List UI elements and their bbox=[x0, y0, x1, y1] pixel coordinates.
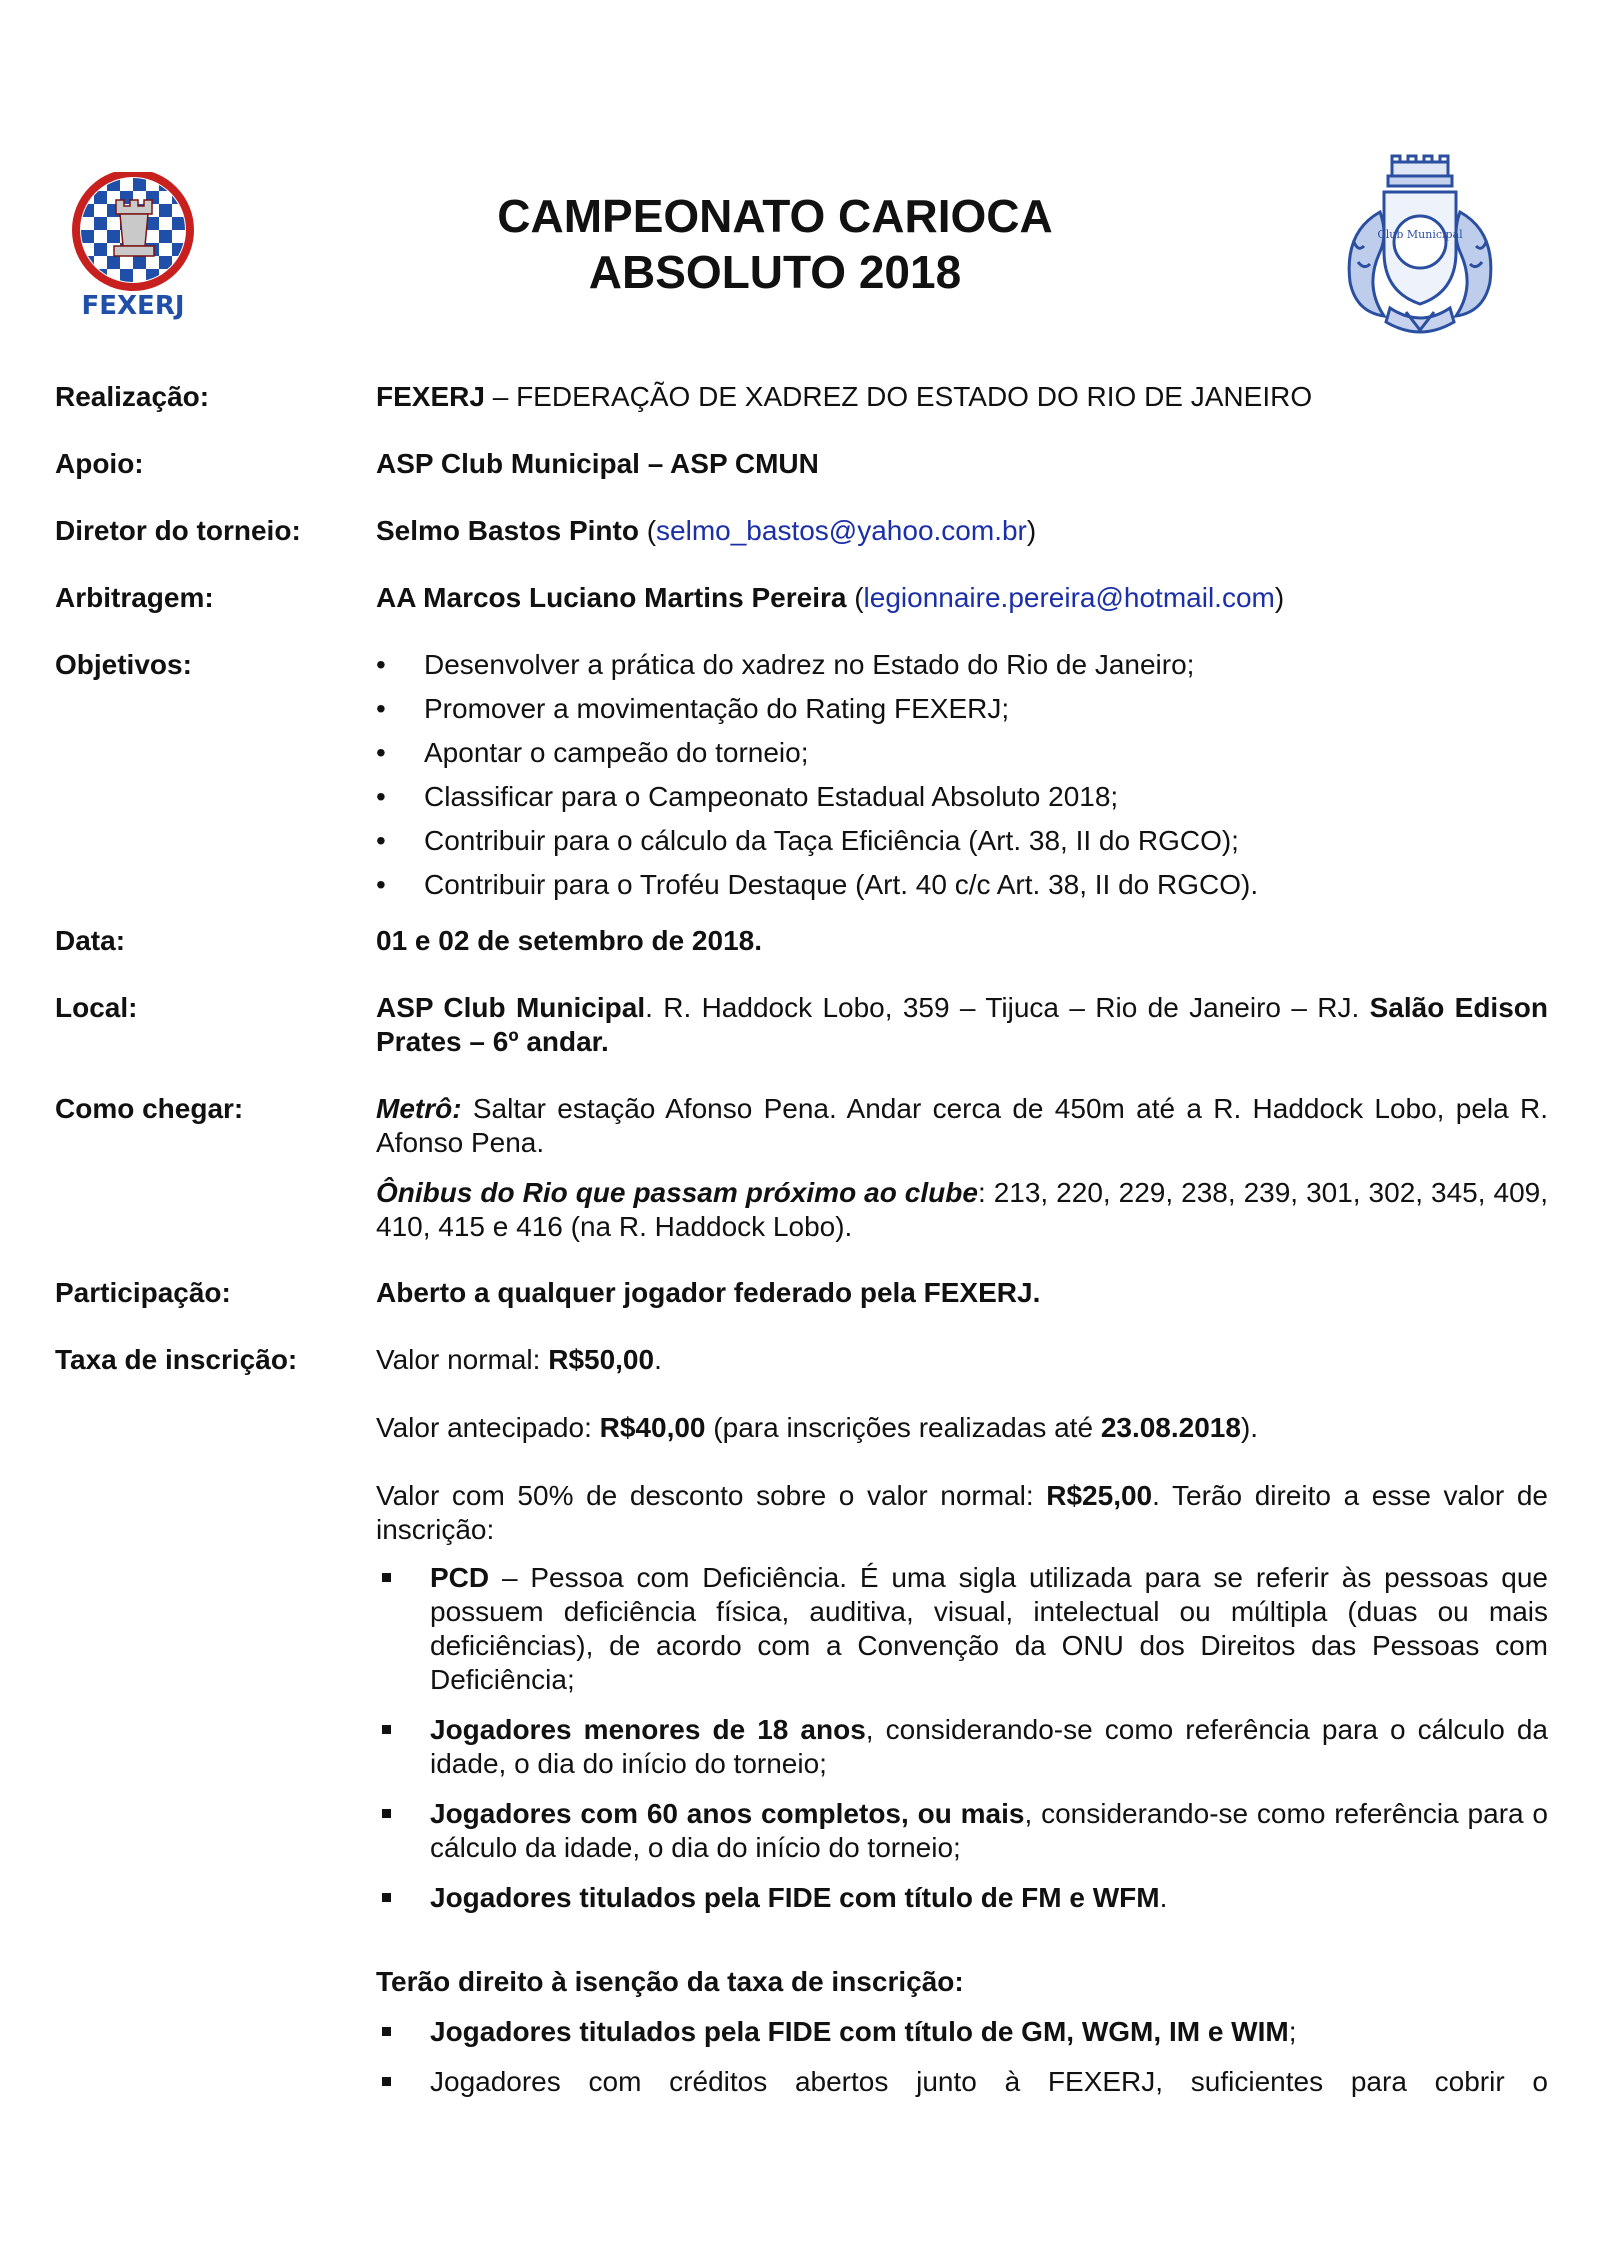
list-item-bold: Jogadores menores de 18 anos bbox=[430, 1714, 866, 1745]
value-data: 01 e 02 de setembro de 2018. bbox=[376, 925, 762, 956]
list-item-text: Promover a movimentação do Rating FEXERJ; bbox=[424, 693, 1010, 724]
square-bullet-icon bbox=[382, 1809, 391, 1818]
square-bullet-icon bbox=[382, 1893, 391, 1902]
list-item bbox=[376, 692, 1548, 736]
arbitro-email-link[interactable]: legionnaire.pereira@hotmail.com bbox=[863, 582, 1275, 613]
metro-label: Metrô: bbox=[376, 1093, 462, 1124]
value-arbitragem bbox=[376, 581, 1548, 615]
list-item-text: , considerando-se como referência para o cálculo da idade, o dia do início do torneio; bbox=[430, 1798, 1548, 1863]
label-como-chegar: Como chegar: bbox=[55, 1093, 244, 1124]
valor-normal bbox=[376, 1343, 1548, 1377]
list-item-text: Contribuir para o cálculo da Taça Eficiência (Art. 38, II do RGCO); bbox=[424, 825, 1239, 856]
label-local: Local: bbox=[55, 992, 138, 1023]
org-full-name: – FEDERAÇÃO DE XADREZ DO ESTADO DO RIO DE JANEIRO bbox=[484, 381, 1313, 412]
page-title bbox=[330, 188, 1220, 300]
bullet-icon: • bbox=[376, 869, 386, 900]
valor-antecipado-prefix: Valor antecipado: bbox=[376, 1412, 600, 1443]
value-como-chegar bbox=[376, 1092, 1548, 1244]
list-item bbox=[376, 648, 1548, 692]
value-taxa bbox=[376, 1343, 1548, 2099]
value-local bbox=[376, 991, 1548, 1059]
list-item bbox=[376, 736, 1548, 780]
value-objetivos bbox=[376, 648, 1548, 912]
org-name: FEXERJ bbox=[376, 381, 485, 412]
valor-desconto-suffix: . Terão direito a esse valor de inscrição: bbox=[376, 1480, 1548, 1545]
fexerj-logo bbox=[66, 172, 206, 320]
list-item-bold: Jogadores com 60 anos completos, ou mais bbox=[430, 1798, 1025, 1829]
crest-text: Club Municipal bbox=[1377, 228, 1463, 241]
valor-antecipado bbox=[376, 1411, 1548, 1445]
list-item-bold: Jogadores titulados pela FIDE com título de GM, WGM, IM e WIM bbox=[430, 2016, 1289, 2047]
bullet-icon: • bbox=[376, 825, 386, 856]
local-venue: ASP Club Municipal bbox=[376, 992, 646, 1023]
arbitro-name: AA Marcos Luciano Martins Pereira bbox=[376, 582, 847, 613]
bullet-icon: • bbox=[376, 737, 386, 768]
isencao-list bbox=[332, 2015, 1548, 2099]
value-diretor bbox=[376, 514, 1548, 548]
title-line-1: CAMPEONATO CARIOCA bbox=[497, 190, 1053, 242]
label-arbitragem: Arbitragem: bbox=[55, 582, 214, 613]
list-item-text: . bbox=[1159, 1882, 1168, 1913]
label-diretor: Diretor do torneio: bbox=[55, 515, 301, 546]
local-address: . R. Haddock Lobo, 359 – Tijuca – Rio de Janeiro – RJ. bbox=[645, 992, 1370, 1023]
label-taxa: Taxa de inscrição: bbox=[55, 1344, 298, 1375]
fexerj-logo-graphic bbox=[66, 172, 206, 320]
value-apoio: ASP Club Municipal – ASP CMUN bbox=[376, 448, 819, 479]
list-item bbox=[332, 2015, 1548, 2049]
diretor-name: Selmo Bastos Pinto bbox=[376, 515, 639, 546]
diretor-paren-close: ) bbox=[1026, 515, 1037, 546]
list-item-text: Jogadores com créditos abertos junto à FEXERJ, suficientes para cobrir o bbox=[430, 2066, 1548, 2097]
square-bullet-icon bbox=[382, 2077, 391, 2086]
list-item-text: Desenvolver a prática do xadrez no Estado do Rio de Janeiro; bbox=[424, 649, 1195, 680]
club-municipal-crest-graphic bbox=[1340, 152, 1500, 342]
valor-normal-suffix: . bbox=[654, 1344, 662, 1375]
list-item-text: Classificar para o Campeonato Estadual Absoluto 2018; bbox=[424, 781, 1119, 812]
list-item-text: – Pessoa com Deficiência. É uma sigla utilizada para se referir às pessoas que possuem deficiência física, auditiva, visual, intelectual ou múltipla (duas ou mais deficiências), de acordo com a Convenção da ONU dos Direitos das Pessoas com Deficiência; bbox=[430, 1562, 1548, 1695]
label-participacao: Participação: bbox=[55, 1277, 231, 1308]
list-item bbox=[376, 868, 1548, 912]
list-item-text: ; bbox=[1288, 2016, 1297, 2047]
list-item bbox=[332, 1561, 1548, 1697]
list-item bbox=[332, 1713, 1548, 1781]
local-room: Salão Edison Prates – 6º andar. bbox=[376, 992, 1548, 1057]
metro-paragraph bbox=[376, 1092, 1548, 1160]
value-participacao: Aberto a qualquer jogador federado pela FEXERJ. bbox=[376, 1277, 1041, 1308]
square-bullet-icon bbox=[382, 1573, 391, 1582]
list-item bbox=[332, 1881, 1548, 1915]
label-data: Data: bbox=[55, 925, 126, 956]
square-bullet-icon bbox=[382, 1725, 391, 1734]
bullet-icon: • bbox=[376, 649, 386, 680]
desconto-list bbox=[332, 1561, 1548, 1915]
label-realizacao: Realização: bbox=[55, 381, 210, 412]
list-item-text: , considerando-se como referência para o cálculo da idade, o dia do início do torneio; bbox=[430, 1714, 1549, 1779]
arbitro-paren-open: ( bbox=[846, 582, 864, 613]
list-item-text: Apontar o campeão do torneio; bbox=[424, 737, 809, 768]
valor-antecipado-mid: (para inscrições realizadas até bbox=[705, 1412, 1101, 1443]
valor-desconto bbox=[376, 1479, 1548, 1547]
list-item-bold: PCD bbox=[430, 1562, 490, 1593]
valor-desconto-amount: R$25,00 bbox=[1046, 1480, 1153, 1511]
metro-text: Saltar estação Afonso Pena. Andar cerca de 450m até a R. Haddock Lobo, pela R. Afonso Pena. bbox=[376, 1093, 1548, 1158]
valor-desconto-prefix: Valor com 50% de desconto sobre o valor normal: bbox=[376, 1480, 1047, 1511]
list-item bbox=[376, 780, 1548, 824]
bullet-icon: • bbox=[376, 781, 386, 812]
valor-antecipado-amount: R$40,00 bbox=[599, 1412, 706, 1443]
title-line-2: ABSOLUTO 2018 bbox=[588, 246, 962, 298]
objetivos-list bbox=[376, 648, 1548, 912]
square-bullet-icon bbox=[382, 2027, 391, 2036]
bus-text: : 213, 220, 229, 238, 239, 301, 302, 345, 409, 410, 415 e 416 (na R. Haddock Lobo). bbox=[376, 1177, 1548, 1242]
value-realizacao bbox=[376, 380, 1548, 414]
diretor-paren-open: ( bbox=[638, 515, 657, 546]
label-objetivos: Objetivos: bbox=[55, 649, 192, 680]
list-item bbox=[332, 1797, 1548, 1865]
bus-paragraph bbox=[376, 1176, 1548, 1244]
diretor-email-link[interactable]: selmo_bastos@yahoo.com.br bbox=[656, 515, 1027, 546]
valor-antecipado-date: 23.08.2018 bbox=[1100, 1412, 1241, 1443]
club-municipal-crest bbox=[1340, 152, 1500, 342]
list-item-text: Contribuir para o Troféu Destaque (Art. 40 c/c Art. 38, II do RGCO). bbox=[424, 869, 1259, 900]
bus-label: Ônibus do Rio que passam próximo ao clube bbox=[376, 1177, 978, 1208]
valor-normal-prefix: Valor normal: bbox=[376, 1344, 549, 1375]
label-apoio: Apoio: bbox=[55, 448, 144, 479]
valor-antecipado-suffix: ). bbox=[1240, 1412, 1259, 1443]
list-item bbox=[376, 824, 1548, 868]
fexerj-logo-text: FEXERJ bbox=[81, 291, 185, 320]
isencao-title: Terão direito à isenção da taxa de inscrição: bbox=[376, 1966, 964, 1997]
valor-normal-amount: R$50,00 bbox=[548, 1344, 655, 1375]
bullet-icon: • bbox=[376, 693, 386, 724]
list-item bbox=[332, 2065, 1548, 2099]
list-item-bold: Jogadores titulados pela FIDE com título de FM e WFM bbox=[430, 1882, 1160, 1913]
arbitro-paren-close: ) bbox=[1274, 582, 1285, 613]
